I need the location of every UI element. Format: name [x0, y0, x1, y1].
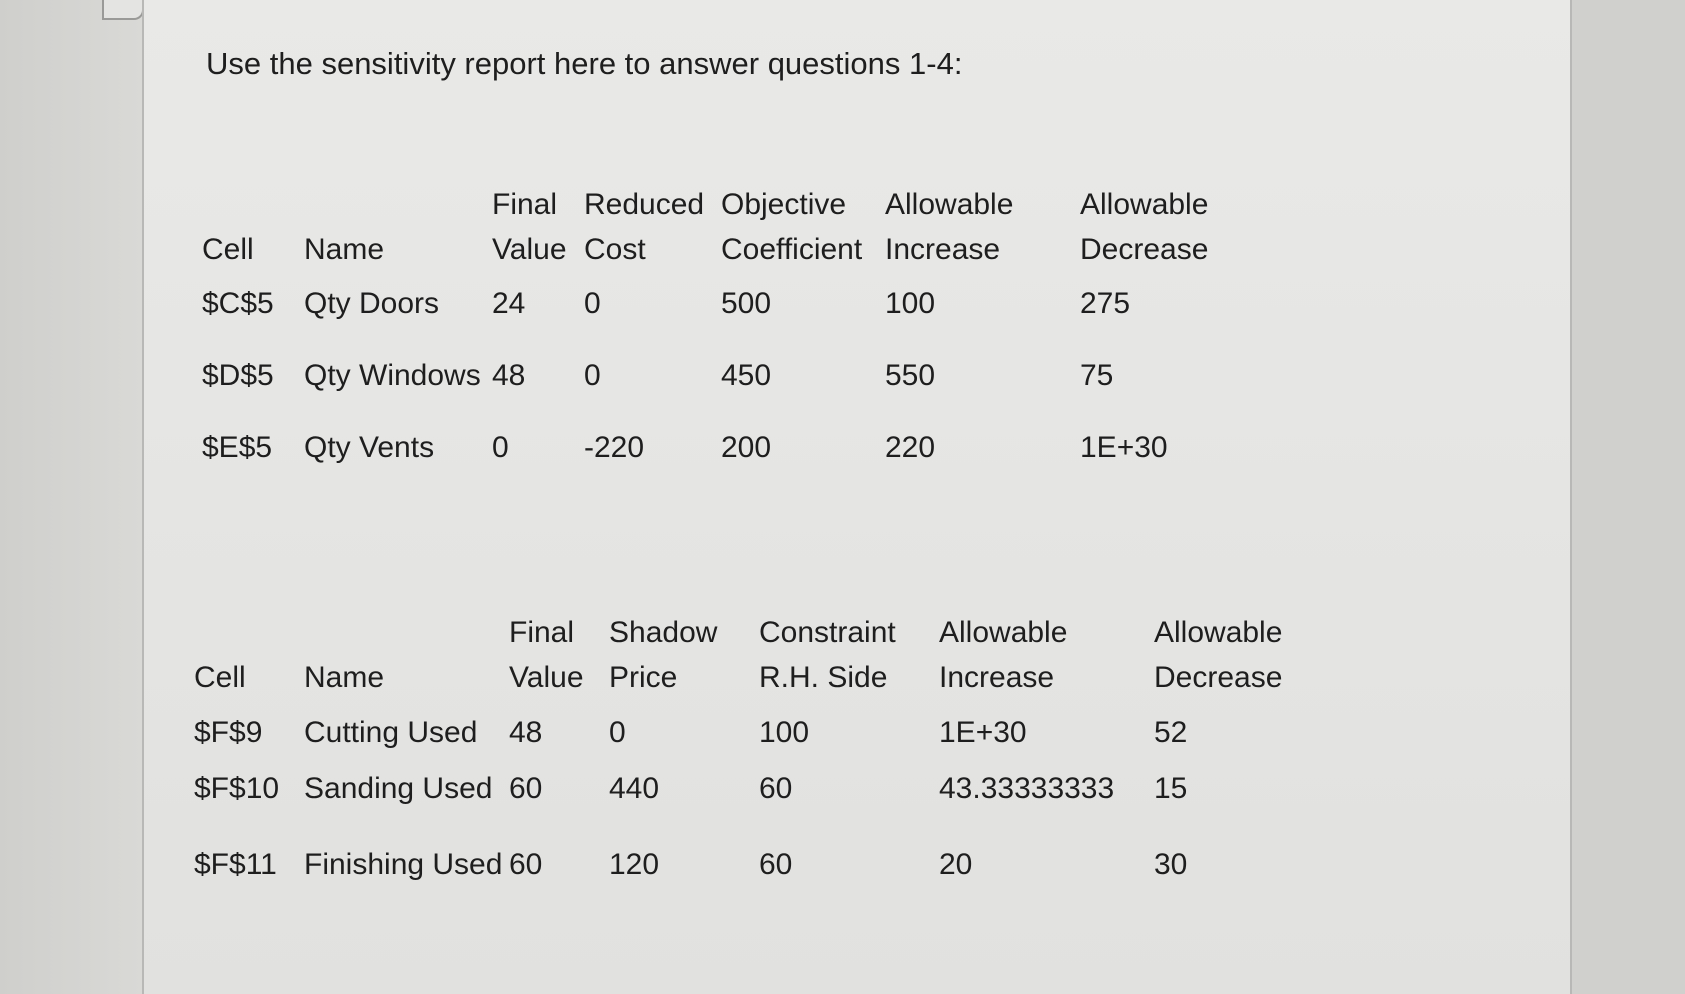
table-cell: Qty Windows	[304, 359, 481, 392]
table-cell: 0	[492, 431, 509, 464]
table-cell: 1E+30	[1080, 431, 1168, 464]
table-cell: Qty Doors	[304, 287, 440, 320]
header-cell: Allowable	[1154, 616, 1283, 649]
header-cell: Name	[304, 233, 385, 266]
table-cell: -220	[584, 431, 645, 464]
table-row	[202, 331, 1220, 421]
table-cell: 20	[939, 847, 973, 881]
table-cell: 30	[1154, 847, 1188, 881]
header-cell: Cell	[194, 661, 246, 694]
header-cell: Cost	[584, 233, 646, 266]
header-cell: Final	[509, 616, 575, 649]
table-cell: 0	[584, 359, 601, 392]
table-header-row	[202, 223, 1220, 277]
header-cell: Allowable	[1080, 188, 1209, 221]
table-header-row	[194, 651, 1294, 705]
table-cell: Finishing Used	[304, 847, 503, 881]
table-cell: 60	[509, 772, 543, 805]
table-cell: 24	[492, 287, 526, 320]
header-cell: Value	[492, 233, 567, 266]
table-cell: 60	[759, 772, 793, 805]
table-cell: 200	[721, 431, 772, 464]
header-cell: Objective	[721, 188, 847, 221]
right-margin	[1572, 0, 1685, 994]
table-cell: 120	[609, 847, 660, 881]
table-row	[202, 421, 1220, 475]
header-cell: Constraint	[759, 616, 896, 649]
table-cell: $F$11	[194, 847, 277, 881]
header-cell: Final	[492, 188, 558, 221]
table-cell: Sanding Used	[304, 772, 493, 805]
table-cell: 440	[609, 772, 660, 805]
table-cell: $F$9	[194, 716, 263, 749]
header-cell	[202, 168, 304, 223]
table-cell: 500	[721, 287, 772, 320]
table-cell: Cutting Used	[304, 716, 478, 749]
header-cell: Value	[509, 661, 584, 694]
table-cell: 100	[885, 287, 936, 320]
table-cell: Qty Vents	[304, 431, 435, 464]
table-cell: 220	[885, 431, 936, 464]
table-cell: 275	[1080, 287, 1131, 320]
table-cell: 100	[759, 716, 810, 749]
header-cell	[304, 596, 509, 651]
header-cell: Coefficient	[721, 233, 863, 266]
header-cell: Price	[609, 661, 678, 694]
table-cell: 0	[609, 716, 626, 749]
variable-cells-table	[202, 168, 1220, 475]
header-cell	[194, 596, 304, 651]
table-cell: $E$5	[202, 431, 273, 464]
table-row	[202, 277, 1220, 331]
table-cell: 450	[721, 359, 772, 392]
table-cell: 1E+30	[939, 716, 1027, 749]
table-cell: 60	[509, 847, 543, 881]
table-cell: 15	[1154, 772, 1188, 805]
header-cell: Allowable	[939, 616, 1068, 649]
header-cell: Shadow	[609, 616, 718, 649]
header-cell: Decrease	[1080, 233, 1209, 266]
table-cell: 43.33333333	[939, 772, 1115, 805]
header-cell: Allowable	[885, 188, 1014, 221]
header-cell: Increase	[885, 233, 1001, 266]
table-cell: $D$5	[202, 359, 274, 392]
table-cell: 52	[1154, 716, 1188, 749]
header-cell: Decrease	[1154, 661, 1283, 694]
header-cell: Name	[304, 661, 385, 694]
table-header-row	[202, 168, 1220, 223]
table-cell: 0	[584, 287, 601, 320]
table-cell: $C$5	[202, 287, 274, 320]
table-row	[194, 817, 1294, 912]
header-cell: R.H. Side	[759, 661, 888, 694]
table-cell: 48	[509, 716, 543, 749]
table-cell: 550	[885, 359, 936, 392]
table-header-row	[194, 596, 1294, 651]
left-margin	[0, 0, 142, 994]
header-cell	[304, 168, 492, 223]
table-row	[194, 761, 1294, 817]
table-cell: 60	[759, 847, 793, 881]
table-row	[194, 705, 1294, 761]
header-cell: Increase	[939, 661, 1055, 694]
header-cell: Reduced	[584, 188, 705, 221]
table-cell: 75	[1080, 359, 1114, 392]
header-cell: Cell	[202, 233, 254, 266]
document-page	[142, 0, 1572, 994]
folded-corner-shape	[102, 0, 144, 20]
table-cell: 48	[492, 359, 526, 392]
table-cell: $F$10	[194, 772, 280, 805]
intro-text: Use the sensitivity report here to answer questions 1-4:	[206, 46, 963, 81]
constraints-table	[194, 596, 1294, 912]
